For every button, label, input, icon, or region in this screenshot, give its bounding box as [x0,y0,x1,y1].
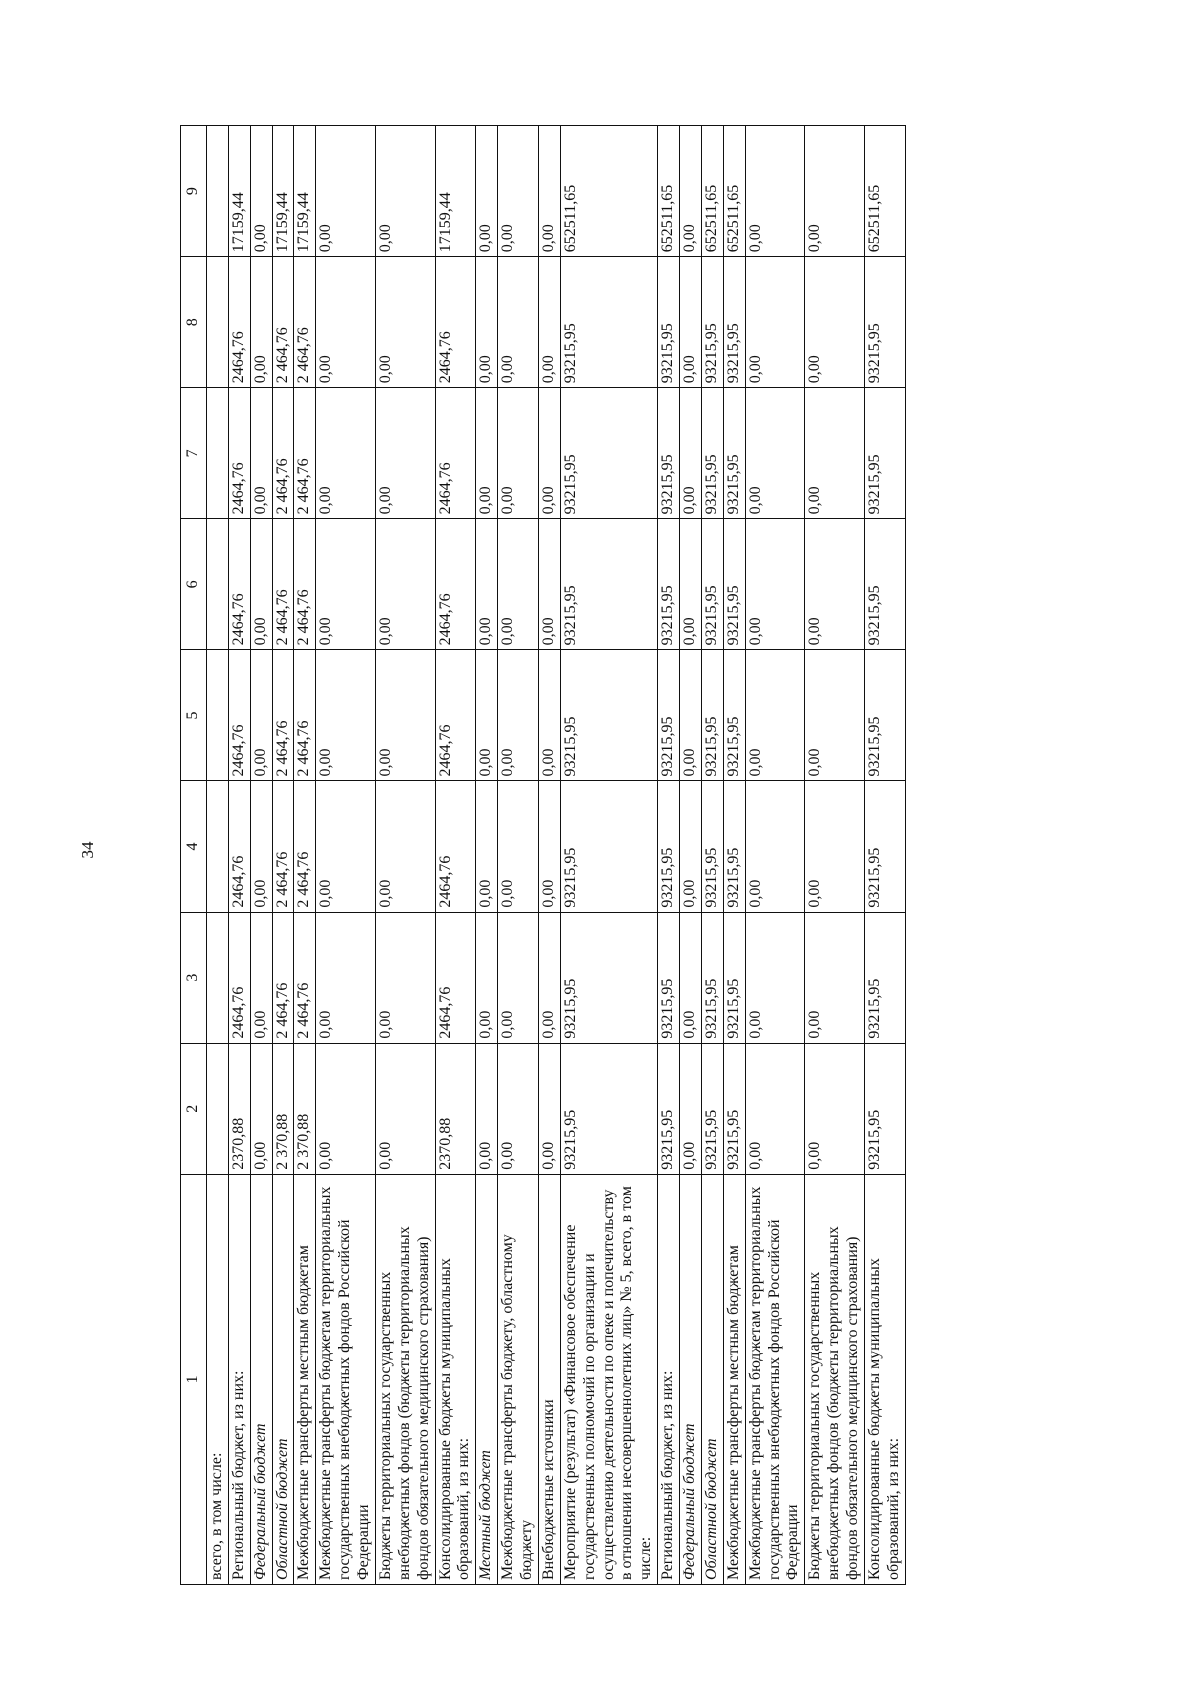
row-label: Федеральный бюджет [250,1174,272,1584]
value-cell: 0,00 [745,257,805,388]
value-cell: 0,00 [476,388,498,519]
value-cell: 0,00 [250,650,272,781]
value-cell: 0,00 [476,1043,498,1174]
value-cell: 93215,95 [701,519,723,650]
value-cell: 0,00 [498,912,539,1043]
value-cell: 0,00 [316,257,376,388]
value-cell: 93215,95 [560,912,657,1043]
value-cell: 2464,76 [228,257,250,388]
value-cell: 93215,95 [658,781,680,912]
table-row [538,126,560,1585]
table-row [435,126,476,1585]
value-cell [206,388,228,519]
value-cell: 0,00 [498,1043,539,1174]
value-cell: 0,00 [538,126,560,257]
value-cell: 0,00 [680,126,702,257]
value-cell: 0,00 [805,650,865,781]
value-cell: 0,00 [375,1043,435,1174]
column-header-6: 6 [181,519,207,650]
table-header-row [181,126,207,1585]
value-cell: 0,00 [805,1043,865,1174]
table-row [701,126,723,1585]
value-cell: 0,00 [805,912,865,1043]
row-label: Областной бюджет [701,1174,723,1584]
column-header-3: 3 [181,912,207,1043]
value-cell: 17159,44 [228,126,250,257]
value-cell: 0,00 [680,781,702,912]
column-header-1: 1 [181,1174,207,1584]
value-cell: 0,00 [680,650,702,781]
value-cell: 0,00 [375,257,435,388]
value-cell: 0,00 [745,781,805,912]
value-cell: 0,00 [250,1043,272,1174]
value-cell: 0,00 [375,126,435,257]
budget-table-container [180,125,1110,1585]
value-cell: 2370,88 [435,1043,476,1174]
value-cell: 0,00 [538,388,560,519]
table-row [250,126,272,1585]
value-cell [206,781,228,912]
value-cell: 2 464,76 [294,519,316,650]
value-cell: 0,00 [316,650,376,781]
value-cell: 0,00 [745,126,805,257]
value-cell: 93215,95 [701,912,723,1043]
table-row [723,126,745,1585]
value-cell: 0,00 [250,912,272,1043]
value-cell: 2 370,88 [272,1043,294,1174]
column-header-7: 7 [181,388,207,519]
value-cell: 0,00 [538,257,560,388]
value-cell: 0,00 [805,257,865,388]
value-cell [206,257,228,388]
row-label: Региональный бюджет, из них: [228,1174,250,1584]
value-cell: 0,00 [680,388,702,519]
value-cell: 0,00 [250,781,272,912]
value-cell: 2464,76 [435,781,476,912]
row-label: Бюджеты территориальных государственных внебюджетных фондов (бюджеты территориальных фондов обязательного медицинского страхования) [375,1174,435,1584]
value-cell: 0,00 [680,257,702,388]
budget-table [180,125,906,1585]
column-header-9: 9 [181,126,207,257]
value-cell: 93215,95 [701,781,723,912]
value-cell: 2464,76 [435,519,476,650]
value-cell: 0,00 [745,519,805,650]
value-cell: 0,00 [375,912,435,1043]
value-cell: 0,00 [250,126,272,257]
row-label: Консолидированные бюджеты муниципальных образований, из них: [435,1174,476,1584]
value-cell: 2464,76 [228,650,250,781]
value-cell: 0,00 [805,126,865,257]
value-cell: 0,00 [316,388,376,519]
value-cell: 0,00 [805,781,865,912]
value-cell: 0,00 [476,781,498,912]
table-row [498,126,539,1585]
column-header-4: 4 [181,781,207,912]
value-cell: 0,00 [538,912,560,1043]
row-label: Федеральный бюджет [680,1174,702,1584]
value-cell: 17159,44 [272,126,294,257]
value-cell: 0,00 [498,257,539,388]
value-cell: 0,00 [498,519,539,650]
value-cell: 0,00 [250,257,272,388]
value-cell: 0,00 [316,126,376,257]
value-cell: 0,00 [498,650,539,781]
value-cell: 93215,95 [658,650,680,781]
value-cell: 2 464,76 [272,388,294,519]
value-cell: 0,00 [375,781,435,912]
value-cell: 93215,95 [864,650,905,781]
value-cell: 2464,76 [435,912,476,1043]
value-cell: 93215,95 [701,388,723,519]
value-cell: 2464,76 [228,912,250,1043]
table-row [375,126,435,1585]
value-cell: 2 464,76 [294,650,316,781]
value-cell [206,126,228,257]
row-label: Мероприятие (результат) «Финансовое обеспечение государственных полномочий по организации и осуществлению деятельности по опеке и попечительству в отношении несовершеннолетних лиц» № 5, всего, в том числе: [560,1174,657,1584]
value-cell: 93215,95 [560,781,657,912]
value-cell: 0,00 [538,1043,560,1174]
value-cell: 2 464,76 [294,781,316,912]
value-cell: 17159,44 [294,126,316,257]
value-cell: 2 464,76 [294,912,316,1043]
table-row [805,126,865,1585]
value-cell: 0,00 [250,519,272,650]
column-header-8: 8 [181,257,207,388]
value-cell: 93215,95 [723,519,745,650]
value-cell: 2464,76 [228,388,250,519]
value-cell: 0,00 [476,650,498,781]
row-label: Консолидированные бюджеты муниципальных образований, из них: [864,1174,905,1584]
value-cell: 0,00 [375,650,435,781]
value-cell: 0,00 [538,650,560,781]
table-row [745,126,805,1585]
table-body [206,126,905,1585]
value-cell: 93215,95 [723,912,745,1043]
value-cell: 0,00 [538,519,560,650]
value-cell: 93215,95 [658,388,680,519]
value-cell: 93215,95 [864,519,905,650]
value-cell: 93215,95 [723,257,745,388]
table-row [316,126,376,1585]
value-cell: 2464,76 [435,650,476,781]
value-cell: 0,00 [476,912,498,1043]
value-cell: 93215,95 [864,1043,905,1174]
table-row [206,126,228,1585]
row-label: Межбюджетные трансферты местным бюджетам [294,1174,316,1584]
table-row [680,126,702,1585]
value-cell: 93215,95 [701,1043,723,1174]
value-cell: 0,00 [745,388,805,519]
value-cell: 93215,95 [658,257,680,388]
value-cell: 0,00 [745,1043,805,1174]
value-cell [206,519,228,650]
table-row [294,126,316,1585]
table-row [864,126,905,1585]
value-cell: 93215,95 [701,257,723,388]
row-label: Местный бюджет [476,1174,498,1584]
value-cell: 93215,95 [723,388,745,519]
value-cell: 93215,95 [560,1043,657,1174]
value-cell: 0,00 [316,781,376,912]
value-cell: 0,00 [680,1043,702,1174]
value-cell: 652511,65 [560,126,657,257]
value-cell: 0,00 [498,781,539,912]
value-cell: 0,00 [375,388,435,519]
value-cell: 0,00 [680,519,702,650]
value-cell: 2 464,76 [272,650,294,781]
value-cell: 0,00 [805,388,865,519]
value-cell: 93215,95 [658,912,680,1043]
value-cell: 93215,95 [560,388,657,519]
value-cell: 0,00 [745,650,805,781]
value-cell [206,1043,228,1174]
value-cell: 0,00 [316,912,376,1043]
value-cell: 93215,95 [864,912,905,1043]
value-cell: 0,00 [745,912,805,1043]
table-row [272,126,294,1585]
value-cell: 0,00 [680,912,702,1043]
column-header-2: 2 [181,1043,207,1174]
value-cell: 2464,76 [228,781,250,912]
value-cell: 2 464,76 [272,781,294,912]
value-cell: 2464,76 [435,257,476,388]
value-cell: 2 464,76 [272,257,294,388]
value-cell [206,650,228,781]
value-cell: 2 464,76 [272,519,294,650]
value-cell: 2464,76 [435,388,476,519]
value-cell: 93215,95 [723,650,745,781]
value-cell: 0,00 [375,519,435,650]
row-label: Межбюджетные трансферты бюджетам территориальных государственных внебюджетных фондов Российской Федерации [316,1174,376,1584]
value-cell: 2 464,76 [294,388,316,519]
table-row [228,126,250,1585]
row-label: всего, в том числе: [206,1174,228,1584]
value-cell: 93215,95 [864,257,905,388]
value-cell: 2 464,76 [294,257,316,388]
row-label: Региональный бюджет, из них: [658,1174,680,1584]
value-cell: 93215,95 [723,781,745,912]
row-label: Межбюджетные трансферты бюджетам территориальных государственных внебюджетных фондов Российской Федерации [745,1174,805,1584]
table-row [658,126,680,1585]
row-label: Межбюджетные трансферты местным бюджетам [723,1174,745,1584]
value-cell: 93215,95 [560,257,657,388]
value-cell: 17159,44 [435,126,476,257]
value-cell: 2464,76 [228,519,250,650]
value-cell: 0,00 [498,126,539,257]
value-cell: 0,00 [476,519,498,650]
row-label: Бюджеты территориальных государственных внебюджетных фондов (бюджеты территориальных фондов обязательного медицинского страхования) [805,1174,865,1584]
value-cell: 2370,88 [228,1043,250,1174]
value-cell: 0,00 [476,257,498,388]
value-cell: 0,00 [538,781,560,912]
value-cell: 652511,65 [658,126,680,257]
row-label: Областной бюджет [272,1174,294,1584]
value-cell [206,912,228,1043]
row-label: Внебюджетные источники [538,1174,560,1584]
table-row [560,126,657,1585]
value-cell: 0,00 [476,126,498,257]
table-row [476,126,498,1585]
value-cell: 93215,95 [658,519,680,650]
value-cell: 652511,65 [701,126,723,257]
value-cell: 652511,65 [864,126,905,257]
value-cell: 0,00 [250,388,272,519]
column-header-5: 5 [181,650,207,781]
value-cell: 2 370,88 [294,1043,316,1174]
page-number: 34 [78,841,97,859]
value-cell: 652511,65 [723,126,745,257]
value-cell: 0,00 [316,1043,376,1174]
value-cell: 93215,95 [701,650,723,781]
value-cell: 0,00 [498,388,539,519]
value-cell: 2 464,76 [272,912,294,1043]
value-cell: 93215,95 [864,388,905,519]
value-cell: 93215,95 [560,519,657,650]
row-label: Межбюджетные трансферты бюджету, областному бюджету [498,1174,539,1584]
value-cell: 93215,95 [560,650,657,781]
value-cell: 0,00 [805,519,865,650]
value-cell: 0,00 [316,519,376,650]
value-cell: 93215,95 [723,1043,745,1174]
value-cell: 93215,95 [658,1043,680,1174]
value-cell: 93215,95 [864,781,905,912]
